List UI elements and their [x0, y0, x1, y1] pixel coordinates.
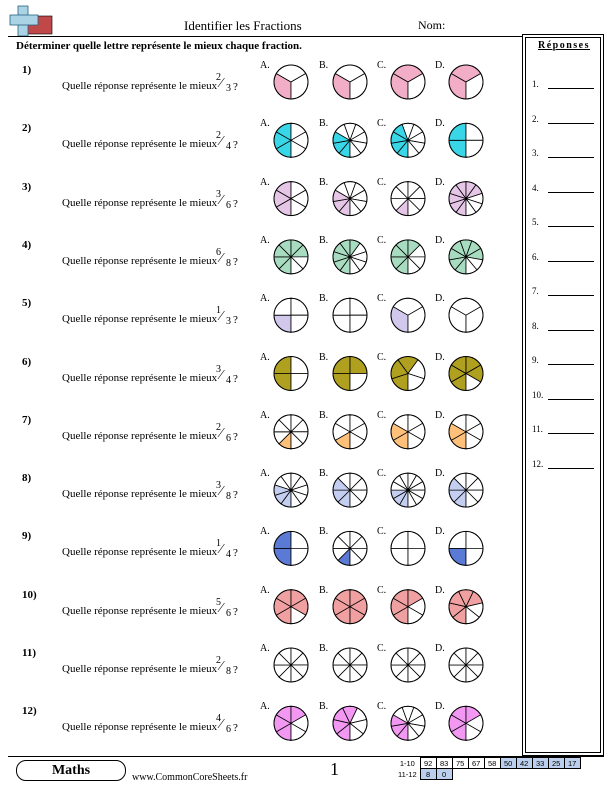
option-letter: D. [435, 234, 445, 246]
answer-number: 4. [532, 182, 539, 193]
question-number: 12) [22, 705, 37, 718]
fraction-slash: ⁄ [220, 425, 223, 441]
option-letter: B. [319, 701, 329, 713]
page-number: 1 [330, 759, 339, 779]
score-cell: 83 [436, 758, 452, 769]
question-number: 5) [22, 297, 32, 310]
option-letter: B. [319, 526, 329, 538]
answer-number: 1. [532, 79, 539, 89]
fraction-circle [449, 240, 483, 274]
option-letter: A. [260, 176, 270, 188]
fraction-circle [449, 531, 483, 565]
question-text: Quelle réponse représente le mieux [62, 604, 218, 617]
fraction-numerator: 5 [216, 596, 221, 608]
option-letter: C. [377, 234, 387, 246]
option-letter: D. [435, 293, 445, 305]
question-text: Quelle réponse représente le mieux [62, 254, 218, 267]
fraction-denominator: 4 [226, 141, 231, 153]
fraction-slash: ⁄ [220, 484, 223, 500]
fraction-circle [333, 65, 367, 99]
fraction-circle [449, 65, 483, 99]
question-text: Quelle réponse représente le mieux [62, 313, 218, 326]
question-number: 3) [22, 180, 32, 193]
option-letter: D. [435, 526, 445, 538]
fraction-circle [333, 123, 367, 157]
score-table [396, 757, 581, 780]
answer-number: 7. [532, 286, 539, 296]
fraction-circle [274, 298, 308, 332]
question-text: Quelle réponse représente le mieux [62, 80, 218, 92]
fraction-circle [274, 182, 308, 216]
fraction-circle [333, 298, 367, 332]
option-letter: A. [260, 234, 270, 246]
score-cell: 67 [468, 758, 484, 769]
fraction-denominator: 8 [226, 666, 231, 677]
score-row-2-label: 11-12 [398, 769, 417, 779]
option-letter: D. [435, 176, 445, 188]
option-letter: C. [377, 351, 387, 363]
score-row-1-label: 1-10 [399, 758, 415, 768]
question-mark: ? [233, 197, 238, 210]
option-letter: D. [435, 701, 445, 713]
option-letter: A. [260, 701, 270, 713]
option-letter: A. [260, 60, 270, 71]
fraction-denominator: 6 [226, 607, 231, 619]
fraction-slash: ⁄ [220, 367, 223, 383]
fraction-numerator: 3 [216, 188, 221, 200]
fraction-circle [449, 648, 483, 682]
option-letter: C. [377, 176, 387, 188]
fraction-numerator: 1 [216, 305, 221, 317]
fraction-denominator: 6 [226, 432, 231, 444]
fraction-circle [391, 182, 425, 216]
score-cell: 75 [452, 758, 468, 769]
option-letter: A. [260, 293, 270, 305]
question-mark: ? [233, 81, 238, 93]
fraction-circle [391, 531, 425, 565]
answer-number: 3. [532, 148, 539, 158]
score-row-1 [396, 758, 580, 769]
score-cell: 92 [420, 758, 436, 769]
option-letter: A. [260, 118, 270, 130]
question-text: Quelle réponse représente le mieux [62, 546, 218, 559]
question-text: Quelle réponse représente le mieux [62, 721, 218, 734]
option-letter: D. [435, 409, 445, 421]
question-number: 4) [22, 238, 32, 251]
fraction-circle [333, 706, 367, 740]
answer-number: 12. [532, 458, 544, 469]
option-letter: B. [319, 351, 329, 363]
fraction-circle [333, 590, 367, 624]
question-number: 9) [22, 530, 32, 543]
option-letter: C. [377, 118, 387, 130]
question-number: 8) [22, 472, 32, 485]
option-letter: C. [377, 584, 387, 596]
fraction-slash: ⁄ [220, 600, 223, 616]
fraction-numerator: 4 [216, 713, 221, 725]
fraction-circle [274, 240, 308, 274]
question-mark: ? [233, 372, 238, 385]
instructions: Déterminer quelle lettre représente le mieux chaque fraction. [16, 40, 302, 52]
fraction-denominator: 4 [226, 374, 231, 386]
answers-title: Réponses [537, 40, 590, 51]
subject-badge: Maths [16, 760, 126, 781]
page-title: Identifier les Fractions [184, 18, 302, 33]
fraction-slash: ⁄ [220, 76, 223, 91]
question-mark: ? [233, 664, 238, 676]
score-row-2 [396, 769, 580, 780]
option-letter: A. [260, 526, 270, 538]
fraction-circle [391, 240, 425, 274]
fraction-denominator: 8 [226, 257, 231, 269]
answer-number: 8. [532, 320, 539, 331]
option-letter: B. [319, 60, 329, 71]
website-text: www.CommonCoreSheets.fr [132, 772, 248, 783]
option-letter: A. [260, 468, 270, 480]
score-cell: 0 [436, 769, 452, 780]
question-mark: ? [233, 547, 238, 560]
fraction-circle [391, 706, 425, 740]
fraction-circle [274, 123, 308, 157]
option-letter: B. [319, 234, 329, 246]
option-letter: B. [319, 409, 329, 421]
option-letter: C. [377, 60, 387, 71]
option-letter: B. [319, 643, 329, 654]
question-number: 6) [22, 355, 32, 368]
question-text: Quelle réponse représente le mieux [62, 429, 218, 442]
fraction-circle [449, 706, 483, 740]
fraction-circle [391, 65, 425, 99]
answer-number: 9. [532, 355, 539, 365]
fraction-circle [274, 706, 308, 740]
option-letter: C. [377, 468, 387, 480]
fraction-circle [449, 182, 483, 216]
option-letter: C. [377, 293, 387, 305]
answer-number: 11. [532, 424, 543, 434]
question-text: Quelle réponse représente le mieux [62, 663, 218, 675]
question-number: 10) [22, 588, 37, 601]
score-cell: 8 [420, 769, 436, 780]
fraction-circle [333, 357, 367, 391]
fraction-circle [391, 648, 425, 682]
fraction-slash: ⁄ [220, 542, 223, 558]
option-letter: D. [435, 643, 445, 654]
question-mark: ? [233, 255, 238, 268]
question-mark: ? [233, 722, 238, 735]
option-letter: A. [260, 351, 270, 363]
question-mark: ? [233, 489, 238, 502]
question-number: 1) [22, 64, 32, 76]
fraction-circle [391, 473, 425, 507]
fraction-numerator: 2 [216, 130, 221, 142]
score-cell: 42 [516, 758, 532, 769]
option-letter: A. [260, 643, 270, 654]
fraction-circle [274, 590, 308, 624]
option-letter: C. [377, 643, 387, 654]
name-field-label: Nom: [418, 18, 446, 32]
fraction-circle [449, 590, 483, 624]
answer-number: 6. [532, 251, 539, 262]
option-letter: C. [377, 701, 387, 713]
answer-number: 5. [532, 217, 539, 227]
option-letter: D. [435, 118, 445, 130]
fraction-circle [391, 357, 425, 391]
option-letter: A. [260, 409, 270, 421]
question-number: 7) [22, 413, 32, 426]
fraction-numerator: 2 [216, 421, 221, 433]
fraction-denominator: 4 [226, 549, 231, 561]
option-letter: B. [319, 293, 329, 305]
option-letter: D. [435, 351, 445, 363]
question-mark: ? [233, 605, 238, 618]
fraction-denominator: 6 [226, 199, 231, 211]
fraction-numerator: 3 [216, 480, 221, 492]
question-text: Quelle réponse représente le mieux [62, 196, 218, 209]
question-number: 11) [22, 647, 37, 659]
fraction-slash: ⁄ [220, 659, 223, 674]
fraction-slash: ⁄ [220, 309, 223, 325]
fraction-numerator: 2 [216, 655, 221, 666]
fraction-circle [333, 473, 367, 507]
answer-number: 2. [532, 113, 539, 124]
option-letter: C. [377, 409, 387, 421]
option-letter: D. [435, 584, 445, 596]
fraction-denominator: 3 [226, 316, 231, 328]
option-letter: D. [435, 468, 445, 480]
fraction-circle [449, 415, 483, 449]
fraction-circle [449, 123, 483, 157]
fraction-circle [274, 357, 308, 391]
fraction-slash: ⁄ [220, 250, 223, 266]
fraction-circle [391, 590, 425, 624]
option-letter: B. [319, 118, 329, 130]
fraction-denominator: 6 [226, 724, 231, 736]
answer-number: 10. [532, 389, 544, 400]
fraction-circle [333, 648, 367, 682]
fraction-slash: ⁄ [220, 192, 223, 208]
question-number: 2) [22, 122, 32, 135]
option-letter: C. [377, 526, 387, 538]
fraction-numerator: 1 [216, 538, 221, 550]
fraction-circle [391, 298, 425, 332]
option-letter: B. [319, 468, 329, 480]
fraction-circle [333, 531, 367, 565]
option-letter: B. [319, 584, 329, 596]
option-letter: D. [435, 60, 445, 71]
fraction-denominator: 8 [226, 491, 231, 503]
fraction-circle [449, 357, 483, 391]
fraction-circle [449, 473, 483, 507]
question-text: Quelle réponse représente le mieux [62, 138, 218, 151]
fraction-denominator: 3 [226, 83, 231, 94]
fraction-slash: ⁄ [220, 717, 223, 733]
score-cell: 50 [500, 758, 516, 769]
score-cell: 33 [532, 758, 548, 769]
question-mark: ? [233, 430, 238, 443]
fraction-slash: ⁄ [220, 134, 223, 150]
fraction-circle [333, 240, 367, 274]
score-cell: 58 [484, 758, 500, 769]
fraction-circle [274, 531, 308, 565]
score-cell: 25 [548, 758, 564, 769]
question-mark: ? [233, 314, 238, 327]
fraction-circle [449, 298, 483, 332]
fraction-circle [333, 415, 367, 449]
fraction-circle [274, 65, 308, 99]
option-letter: A. [260, 584, 270, 596]
question-mark: ? [233, 139, 238, 152]
fraction-numerator: 6 [216, 246, 221, 258]
fraction-numerator: 3 [216, 363, 221, 375]
question-text: Quelle réponse représente le mieux [62, 371, 218, 384]
fraction-circle [274, 648, 308, 682]
score-cell: 17 [564, 758, 580, 769]
fraction-circle [391, 415, 425, 449]
fraction-circle [333, 182, 367, 216]
fraction-circle [391, 123, 425, 157]
fraction-circle [274, 473, 308, 507]
question-text: Quelle réponse représente le mieux [62, 488, 218, 501]
option-letter: B. [319, 176, 329, 188]
fraction-circle [274, 415, 308, 449]
fraction-numerator: 2 [216, 72, 221, 83]
